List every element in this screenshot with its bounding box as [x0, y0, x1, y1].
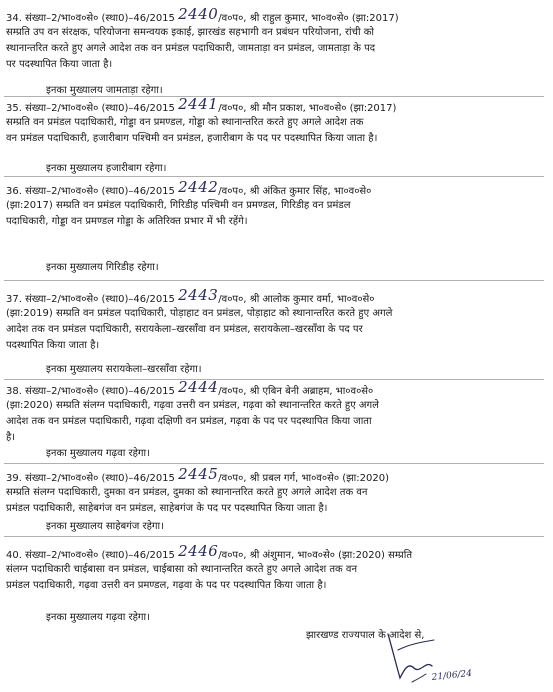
separator: [4, 463, 544, 464]
handwritten-number: 2444: [178, 378, 219, 396]
entry-heading: 37. संख्या–2/भा०व०से० (स्था0)–46/2015 2443/व०प०, श्री आलोक कुमार वर्मा, भा०व०से०: [6, 286, 375, 305]
entry-heading: 40. संख्या–2/भा०व०से० (स्था0)–46/2015 2446/व०प०, श्री अंशुमान, भा०व०से० (झा:2020) सम्प्रति: [6, 542, 413, 561]
handwritten-number: 2441: [178, 95, 219, 113]
separator: [4, 176, 544, 177]
entry-body-line: सम्प्रति संलग्न पदाधिकारी, दुमका वन प्रमंडल, दुमका को स्थानान्तरित करते हुए अगले आदेश तक वन: [6, 487, 368, 498]
entry-heading: 34. संख्या–2/भा०व०से० (स्था0)–46/2015 2440/व०प०, श्री राहुल कुमार, भा०व०से० (झा:2017): [6, 5, 399, 24]
entry-hq: इनका मुख्यालय गढ़वा रहेगा।: [46, 612, 150, 623]
handwritten-number: 2440: [178, 5, 219, 23]
entry-body-line: पदाधिकारी, गोड्डा वन प्रमण्डल गोड्डा के अतिरिक्त प्रभार में भी रहेंगे।: [6, 216, 248, 227]
entry-body-line: पर पदस्थापित किया जाता है।: [6, 59, 113, 70]
entry-body-line: है।: [6, 432, 16, 443]
entry-hq: इनका मुख्यालय साहेबगंज रहेगा।: [46, 521, 164, 532]
handwritten-number: 2445: [178, 465, 219, 483]
handwritten-number: 2442: [178, 178, 219, 196]
entry-body-line: (झा:2019) सम्प्रति वन प्रमंडल पदाधिकारी, पोड़ाहाट वन प्रमंडल, पोड़ाहाट को स्थानान्तरित करते हुए अगले: [6, 308, 393, 319]
entry-body-line: वन प्रमंडल पदाधिकारी, हजारीबाग पश्चिमी वन प्रमंडल, हजारीबाग के पद पर पदस्थापित किया जाता है।: [6, 133, 378, 144]
separator: [4, 536, 544, 537]
entry-body-line: आदेश तक वन प्रमंडल पदाधिकारी, सरायकेला–खरसाँवा वन प्रमंडल, सरायकेला–खरसाँवा के पद पर: [6, 324, 363, 335]
entry-body-line: (झा:2020) सम्प्रति संलग्न पदाधिकारी, गढ़वा उत्तरी वन प्रमंडल, गढ़वा को स्थानान्तरित करते हुए अगले: [6, 400, 379, 411]
separator: [4, 379, 544, 380]
handwritten-signature-icon: [370, 630, 480, 685]
entry-body-line: प्रमंडल पदाधिकारी, साहेबगंज वन प्रमंडल, साहेबगंज के पद पर पदस्थापित किया जाता है।: [6, 503, 328, 514]
entry-heading: 35. संख्या–2/भा०व०से० (स्था0)–46/2015 2441/व०प०, श्री मौन प्रकाश, भा०व०से० (झा:2017): [6, 95, 397, 114]
entry-hq: इनका मुख्यालय सरायकेला–खरसाँवा रहेगा।: [46, 364, 202, 375]
entry-body-line: आदेश तक वन प्रमंडल पदाधिकारी, गढ़वा दक्षिणी वन प्रमंडल, गढ़वा के पद पर पदस्थापित किया जाता: [6, 416, 372, 427]
separator: [4, 96, 544, 97]
entry-heading: 39. संख्या–2/भा०व०से० (स्था0)–46/2015 2445/व०प०, श्री प्रबल गर्ग, भा०व०से० (झा:2020): [6, 465, 389, 484]
signature-authority-text: झारखण्ड राज्यपाल के आदेश से,: [306, 630, 425, 641]
entry-hq: इनका मुख्यालय जामताड़ा रहेगा।: [46, 85, 163, 96]
entry-heading: 38. संख्या–2/भा०व०से० (स्था0)–46/2015 2444/व०प०, श्री एबिन बेनी अब्राहम, भा०व०से०: [6, 378, 374, 397]
entry-body-line: स्थानान्तरित करते हुए अगले आदेश तक वन प्रमंडल पदाधिकारी, जामताड़ा वन प्रमंडल, जामताड़ा के पद: [6, 43, 376, 54]
handwritten-number: 2446: [178, 542, 219, 560]
entry-body-line: (झा:2017) सम्प्रति वन प्रमंडल पदाधिकारी, गिरिडीह पश्चिमी वन प्रमण्डल, गिरिडीह वन प्रमंडल: [6, 200, 351, 211]
entry-heading: 36. संख्या–2/भा०व०से० (स्था0)–46/2015 2442/व०प०, श्री अंकित कुमार सिंह, भा०व०से०: [6, 178, 372, 197]
entry-body-line: सम्प्रति वन प्रमंडल पदाधिकारी, गोड्डा वन प्रमण्डल, गोड्डा को स्थानान्तरित करते हुए अगले आदेश तक: [6, 117, 364, 128]
entry-hq: इनका मुख्यालय गिरिडीह रहेगा।: [46, 262, 159, 273]
entry-body-line: प्रमंडल पदाधिकारी, गढ़वा उत्तरी वन प्रमण्डल, गढ़वा के पद पर पदस्थापित किया जाता है।: [6, 580, 327, 591]
entry-hq: इनका मुख्यालय गढ़वा रहेगा।: [46, 448, 150, 459]
entry-body-line: पदस्थापित किया जाता है।: [6, 340, 100, 351]
entry-body-line: संलग्न पदाधिकारी चाईबासा वन प्रमंडल, चाईबासा को स्थानान्तरित करते हुए अगले आदेश तक वन: [6, 564, 358, 575]
handwritten-date: 21/06/24: [431, 668, 473, 683]
entry-body-line: सम्प्रति उप वन संरक्षक, परियोजना समन्वयक इकाई, झारखंड सहभागी वन प्रबंधन परियोजना, रांची को: [6, 27, 375, 38]
entry-hq: इनका मुख्यालय हजारीबाग रहेगा।: [46, 163, 167, 174]
handwritten-number: 2443: [178, 286, 219, 304]
separator: [4, 280, 544, 281]
